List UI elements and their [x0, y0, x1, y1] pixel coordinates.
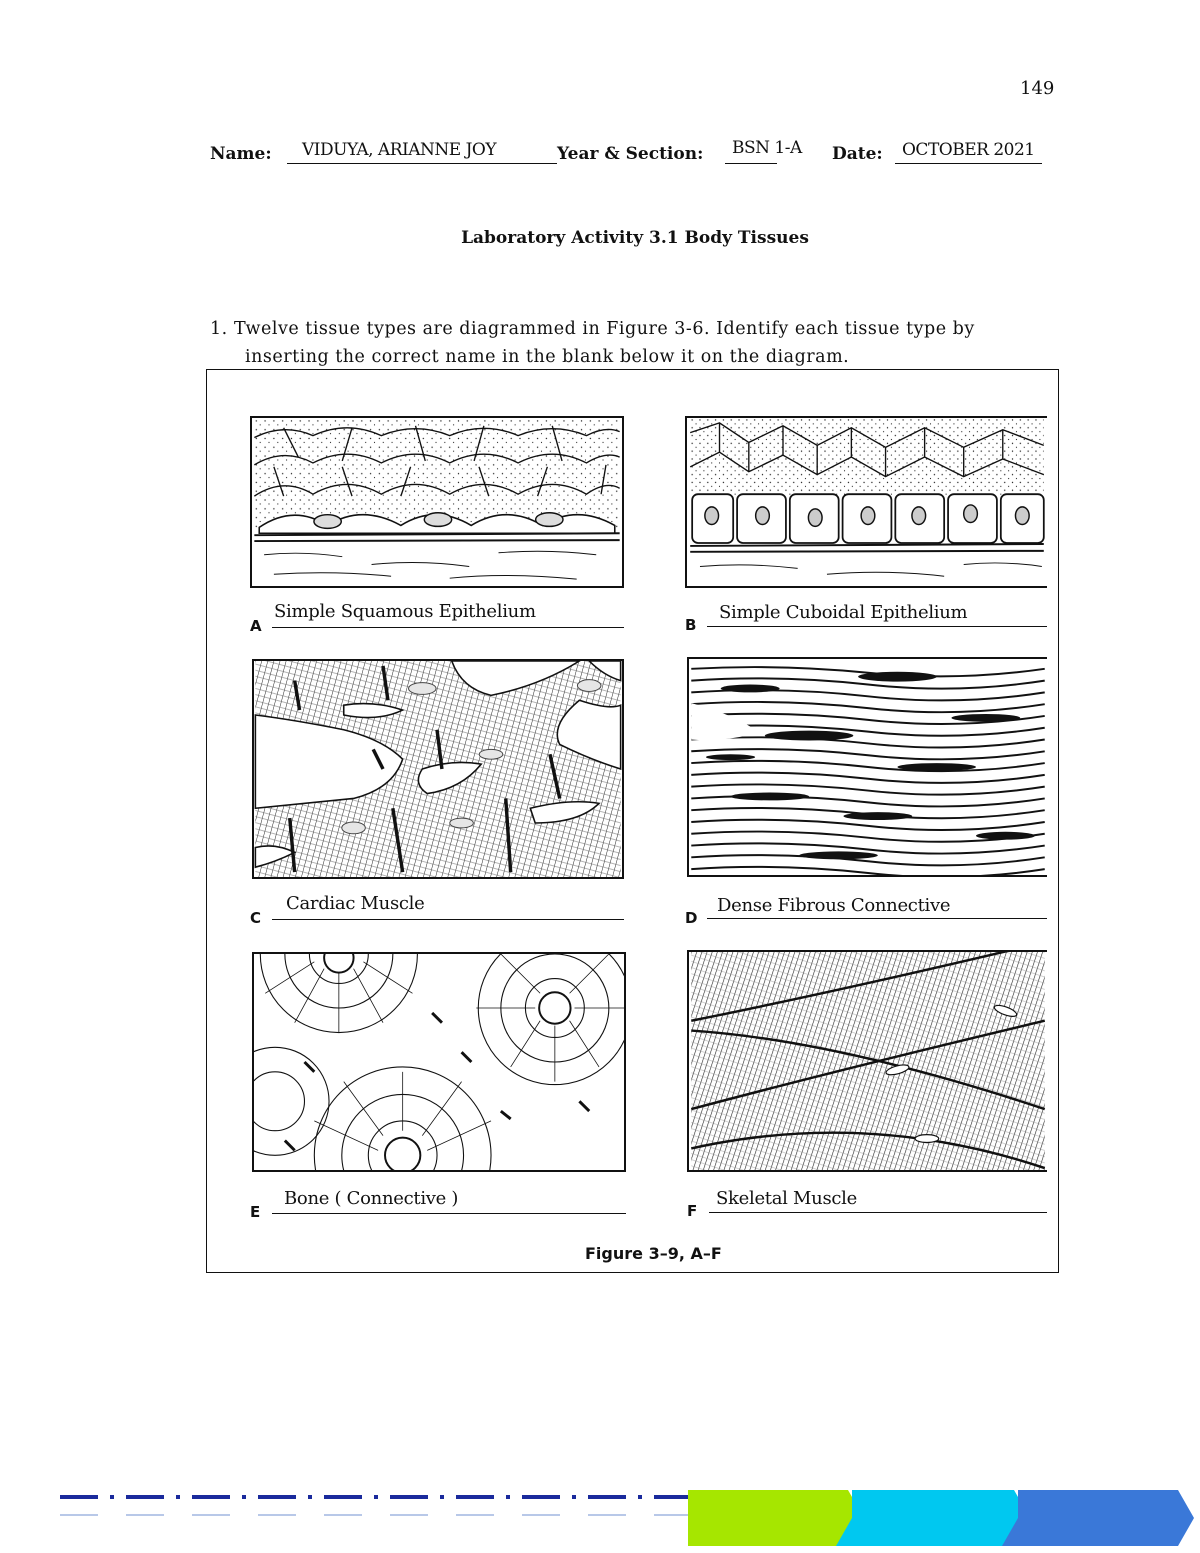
- footer-arrow-blue: [1002, 1490, 1194, 1546]
- panel-d-letter: D: [685, 909, 698, 927]
- question-line-1: Twelve tissue types are diagrammed in Figure 3-6. Identify each tissue type by: [234, 319, 975, 339]
- page-number: 149: [1020, 78, 1055, 99]
- page-title: Laboratory Activity 3.1 Body Tissues: [461, 228, 809, 248]
- question-1: [210, 315, 1040, 371]
- panel-d-answer: Dense Fibrous Connective: [717, 895, 951, 916]
- panel-d-blank: [707, 918, 1047, 919]
- footer-arrow-cyan: [836, 1490, 1030, 1546]
- panel-f-answer: Skeletal Muscle: [716, 1188, 857, 1209]
- panel-f-illustration: [687, 950, 1047, 1172]
- name-value: VIDUYA, ARIANNE JOY: [302, 140, 497, 160]
- section-blank: [725, 163, 777, 164]
- footer-decoration: [0, 1480, 1200, 1553]
- simple-squamous-illustration: [252, 418, 622, 586]
- panel-a-answer: Simple Squamous Epithelium: [274, 601, 536, 622]
- panel-c-letter: C: [250, 909, 262, 927]
- panel-e-answer: Bone ( Connective ): [284, 1188, 459, 1209]
- date-label: Date:: [832, 144, 883, 164]
- panel-a-blank: [272, 627, 624, 628]
- panel-f-letter: F: [687, 1202, 698, 1220]
- question-line-2: inserting the correct name in the blank below it on the diagram.: [245, 347, 850, 367]
- panel-f-blank: [709, 1212, 1047, 1213]
- header-row: [210, 140, 1060, 170]
- simple-cuboidal-illustration: [687, 418, 1047, 586]
- name-blank: [287, 163, 557, 164]
- dense-fibrous-illustration: [689, 659, 1047, 875]
- panel-a-letter: A: [250, 617, 262, 635]
- panel-b-illustration: [685, 416, 1047, 588]
- date-blank: [895, 163, 1042, 164]
- bone-illustration: [254, 954, 624, 1170]
- section-value: BSN 1-A: [732, 138, 802, 158]
- panel-a-illustration: [250, 416, 624, 588]
- panel-e-illustration: [252, 952, 626, 1172]
- date-value: OCTOBER 2021: [902, 140, 1035, 160]
- panel-c-illustration: [252, 659, 624, 879]
- cardiac-muscle-illustration: [254, 661, 622, 877]
- skeletal-muscle-illustration: [689, 952, 1047, 1170]
- panel-b-letter: B: [685, 616, 697, 634]
- question-number: 1.: [210, 319, 228, 339]
- panel-b-blank: [707, 626, 1047, 627]
- panel-c-blank: [272, 919, 624, 920]
- panel-b-answer: Simple Cuboidal Epithelium: [719, 602, 968, 623]
- panel-e-blank: [272, 1213, 626, 1214]
- panel-e-letter: E: [250, 1203, 261, 1221]
- footer-arrow-green: [688, 1490, 864, 1546]
- panel-c-answer: Cardiac Muscle: [286, 893, 425, 914]
- panel-d-illustration: [687, 657, 1047, 877]
- section-label: Year & Section:: [557, 144, 704, 164]
- name-label: Name:: [210, 144, 272, 164]
- figure-caption: Figure 3–9, A–F: [585, 1244, 722, 1263]
